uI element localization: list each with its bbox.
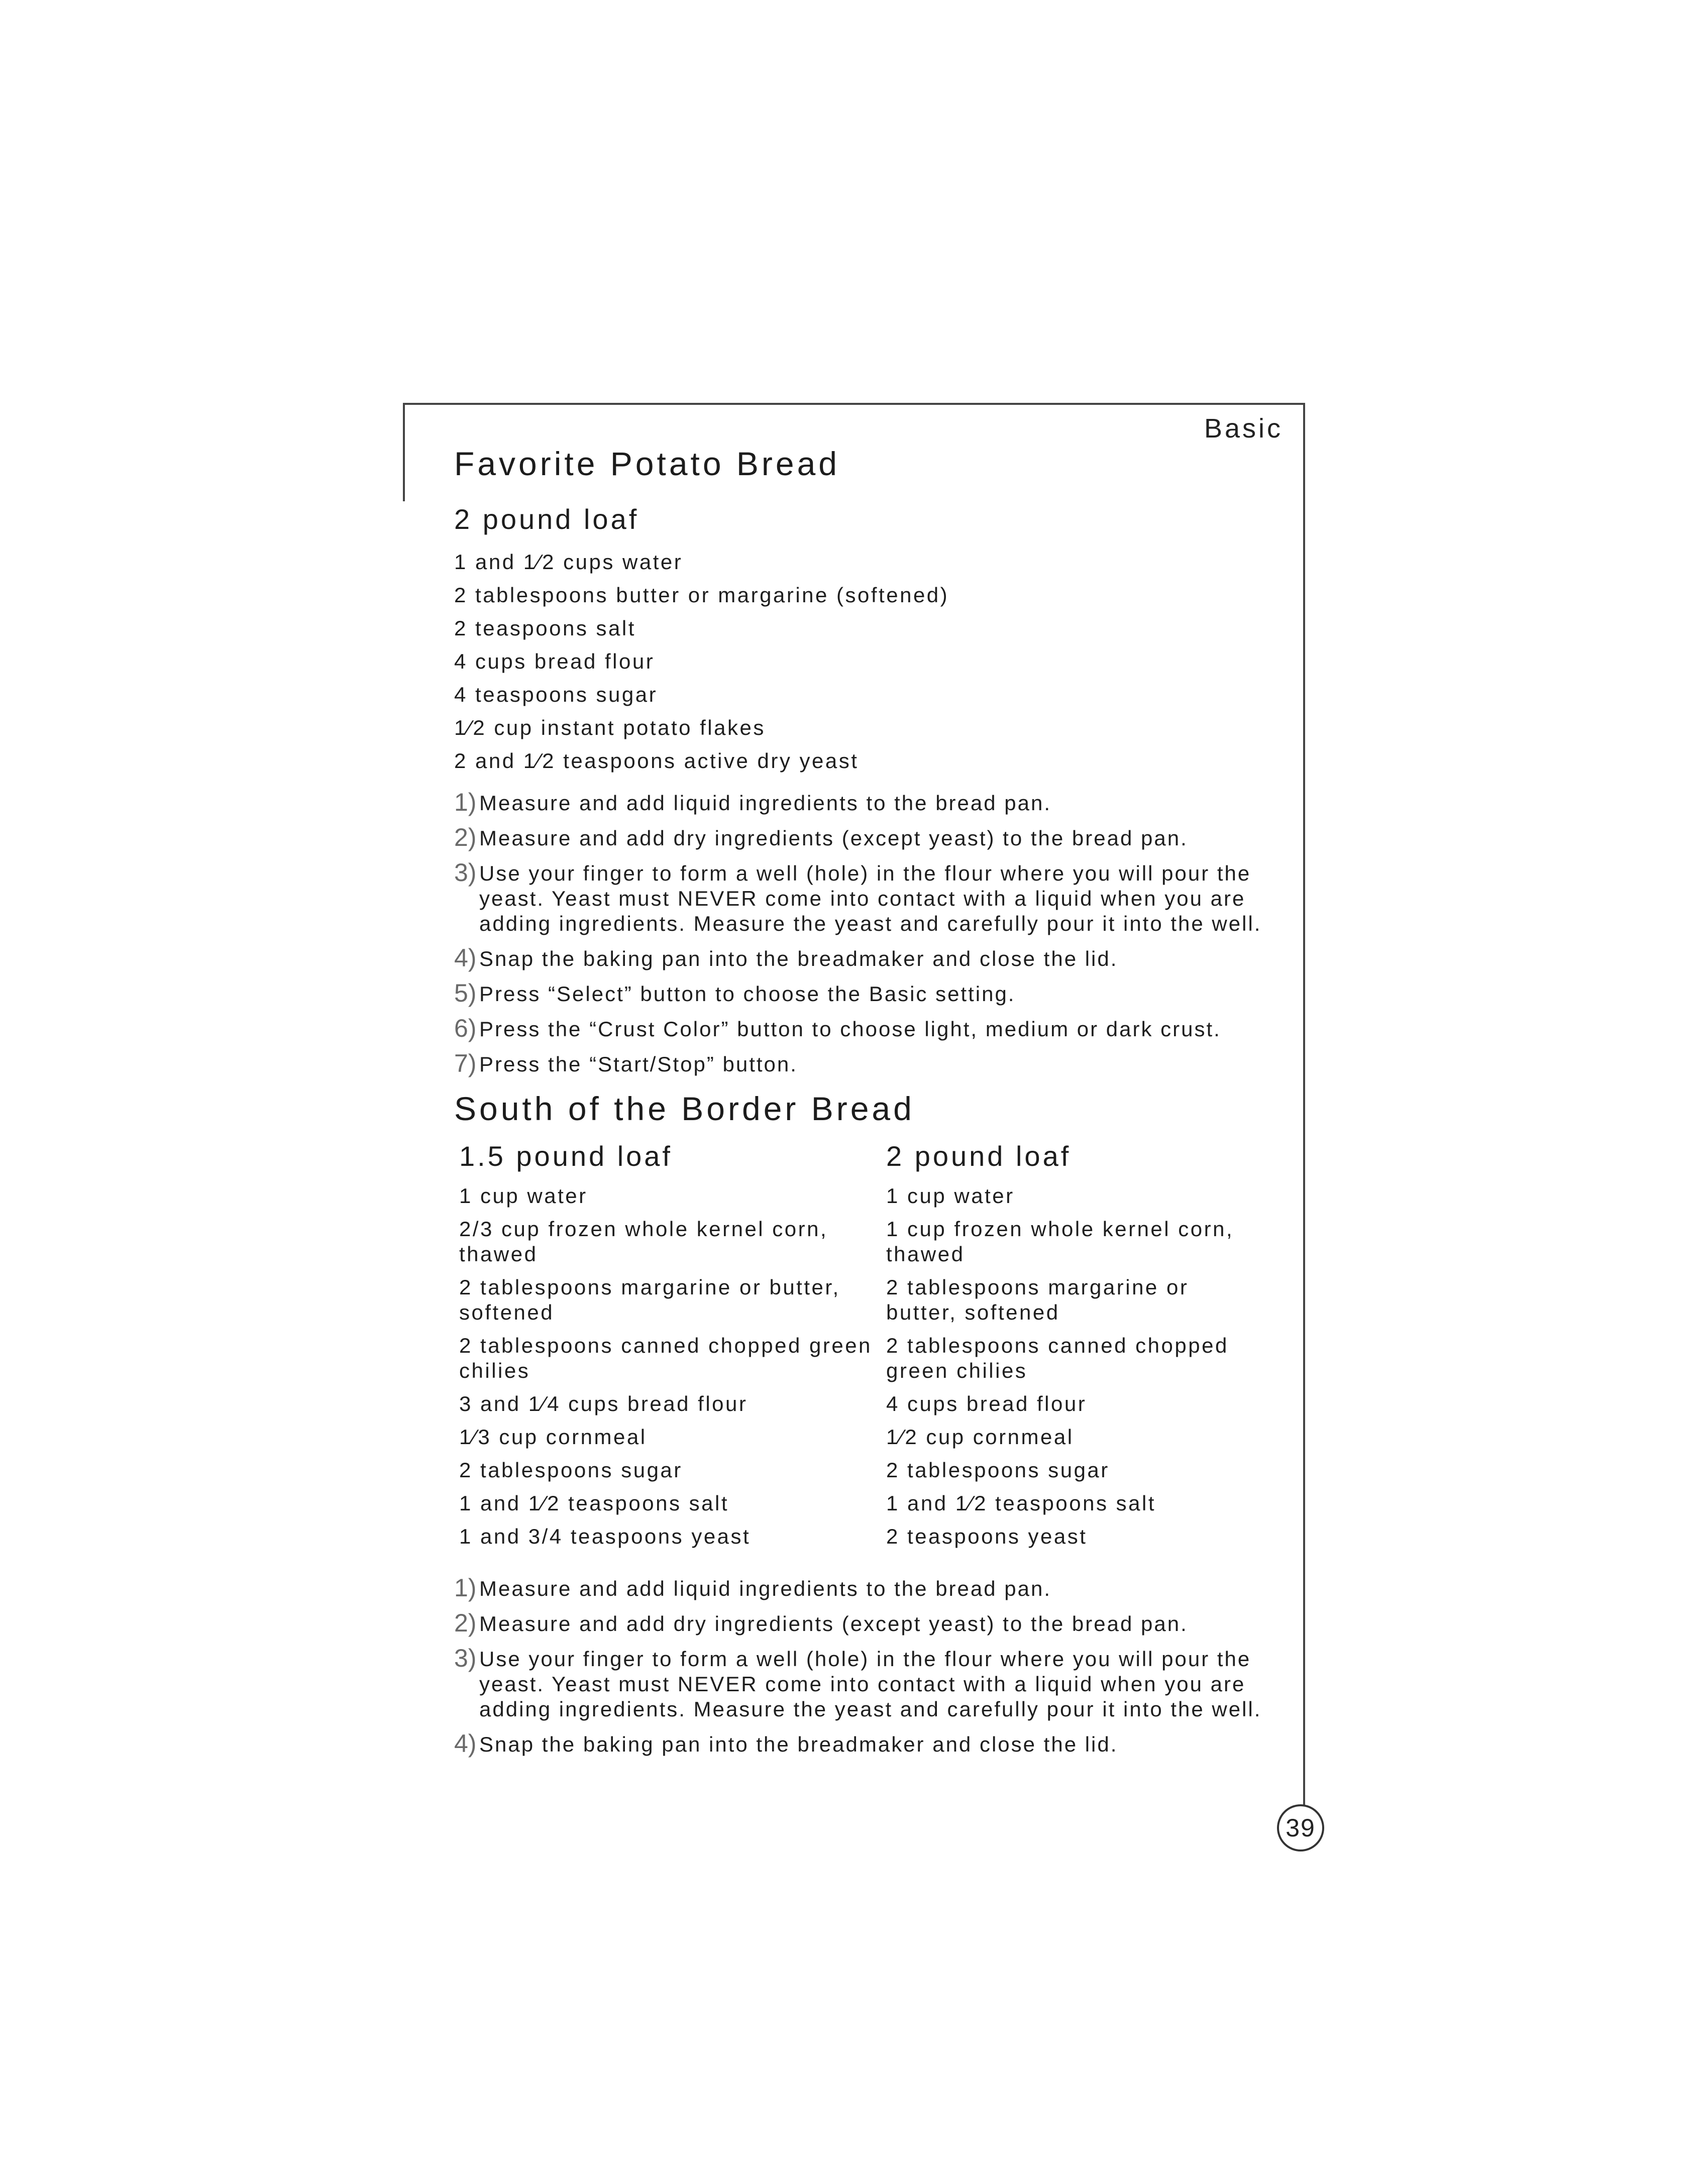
loaf-heading-2lb: 2 pound loaf [454, 503, 639, 535]
step-item [454, 1644, 1278, 1722]
page-frame-left-rule [403, 403, 405, 501]
step-item [454, 858, 1278, 936]
step-number: 7) [454, 1049, 477, 1077]
step-item [454, 1611, 1278, 1637]
ingredient-item: 2 tablespoons butter or margarine (softened) [454, 583, 949, 607]
section-tag: Basic [1204, 413, 1283, 444]
step-text: Measure and add liquid ingredients to the bread pan. [479, 1577, 1052, 1600]
step-number: 2) [454, 1609, 477, 1637]
ingredient-item: 4 cups bread flour [886, 1392, 1087, 1415]
step-number: 5) [454, 979, 477, 1007]
step-number: 2) [454, 823, 477, 851]
step-number: 6) [454, 1014, 477, 1042]
ingredient-item: 2 tablespoons margarine or butter, softened [459, 1275, 840, 1324]
step-item [454, 1729, 1278, 1758]
ingredient-item: 2 teaspoons yeast [886, 1524, 1088, 1548]
step-item [454, 1576, 1278, 1601]
page-content [454, 437, 1278, 1767]
ingredient-columns [454, 1142, 1278, 1557]
ingredient-list-potato-bread [454, 550, 1278, 774]
step-item [454, 823, 1278, 851]
step-text: Snap the baking pan into the breadmaker and close the lid. [479, 1732, 1118, 1756]
step-item [454, 1014, 1278, 1042]
ingredient-item: 2 tablespoons canned chopped green chilies [459, 1334, 872, 1382]
step-text: Measure and add dry ingredients (except yeast) to the bread pan. [479, 1612, 1188, 1636]
ingredient-item: 3 and 1⁄4 cups bread flour [459, 1392, 748, 1415]
ingredient-item: 2 tablespoons sugar [886, 1458, 1110, 1482]
ingredient-item: 1⁄2 cup cornmeal [886, 1425, 1074, 1449]
step-number: 4) [454, 1729, 477, 1758]
steps-list-south-border-bread [454, 1576, 1278, 1757]
loaf-heading-2lb-south: 2 pound loaf [886, 1140, 1072, 1172]
step-item [454, 788, 1278, 816]
ingredient-item: 4 teaspoons sugar [454, 683, 658, 706]
ingredient-item: 1⁄2 cup instant potato flakes [454, 716, 766, 739]
step-text: Snap the baking pan into the breadmaker and close the lid. [479, 947, 1118, 970]
ingredient-item: 1 and 1⁄2 cups water [454, 550, 683, 574]
ingredient-item: 1 and 3/4 teaspoons yeast [459, 1524, 751, 1548]
step-number: 3) [454, 1644, 477, 1672]
step-text: Press “Select” button to choose the Basic setting. [479, 982, 1016, 1006]
ingredient-list-1-5lb [459, 1183, 886, 1549]
page-number-badge: 39 [1277, 1804, 1324, 1851]
ingredient-item: 1 cup frozen whole kernel corn, thawed [886, 1217, 1234, 1266]
ingredient-item: 1 cup water [459, 1184, 588, 1208]
ingredient-item: 2/3 cup frozen whole kernel corn, thawed [459, 1217, 828, 1266]
step-item [454, 1049, 1278, 1077]
column-2lb [886, 1142, 1258, 1557]
step-text: Measure and add dry ingredients (except yeast) to the bread pan. [479, 826, 1188, 850]
column-1-5lb [454, 1142, 886, 1557]
ingredient-item: 2 tablespoons margarine or butter, softened [886, 1275, 1189, 1324]
ingredient-list-2lb [886, 1183, 1258, 1549]
step-text: Use your finger to form a well (hole) in the flour where you will pour the yeast. Yeast must NEVER come into contact with a liquid when you are adding ingredients. Measure the yeast and carefully pour it into the well. [479, 861, 1262, 935]
page-frame-top-rule [403, 403, 1304, 405]
ingredient-item: 1 and 1⁄2 teaspoons salt [886, 1491, 1156, 1515]
step-text: Use your finger to form a well (hole) in the flour where you will pour the yeast. Yeast must NEVER come into contact with a liquid when you are adding ingredients. Measure the yeast and carefully pour it into the well. [479, 1647, 1262, 1721]
steps-list-potato-bread [454, 788, 1278, 1077]
step-text: Measure and add liquid ingredients to the bread pan. [479, 791, 1052, 815]
recipe-title-potato-bread: Favorite Potato Bread [454, 445, 840, 482]
step-item [454, 979, 1278, 1007]
ingredient-item: 2 tablespoons canned chopped green chilies [886, 1334, 1229, 1382]
step-number: 4) [454, 944, 477, 972]
ingredient-item: 2 and 1⁄2 teaspoons active dry yeast [454, 749, 859, 773]
step-number: 1) [454, 1574, 477, 1602]
ingredient-item: 1 cup water [886, 1184, 1015, 1208]
recipe-title-south-border-bread: South of the Border Bread [454, 1090, 915, 1127]
step-text: Press the “Crust Color” button to choose light, medium or dark crust. [479, 1017, 1221, 1041]
step-item [454, 946, 1278, 971]
step-number: 3) [454, 858, 477, 887]
page-frame-right-rule [1303, 403, 1305, 1809]
ingredient-item: 2 teaspoons salt [454, 616, 636, 640]
ingredient-item: 1⁄3 cup cornmeal [459, 1425, 647, 1449]
step-text: Press the “Start/Stop” button. [479, 1052, 798, 1076]
loaf-heading-1-5lb: 1.5 pound loaf [459, 1140, 673, 1172]
ingredient-item: 4 cups bread flour [454, 649, 655, 673]
ingredient-item: 1 and 1⁄2 teaspoons salt [459, 1491, 729, 1515]
ingredient-item: 2 tablespoons sugar [459, 1458, 683, 1482]
step-number: 1) [454, 788, 477, 816]
